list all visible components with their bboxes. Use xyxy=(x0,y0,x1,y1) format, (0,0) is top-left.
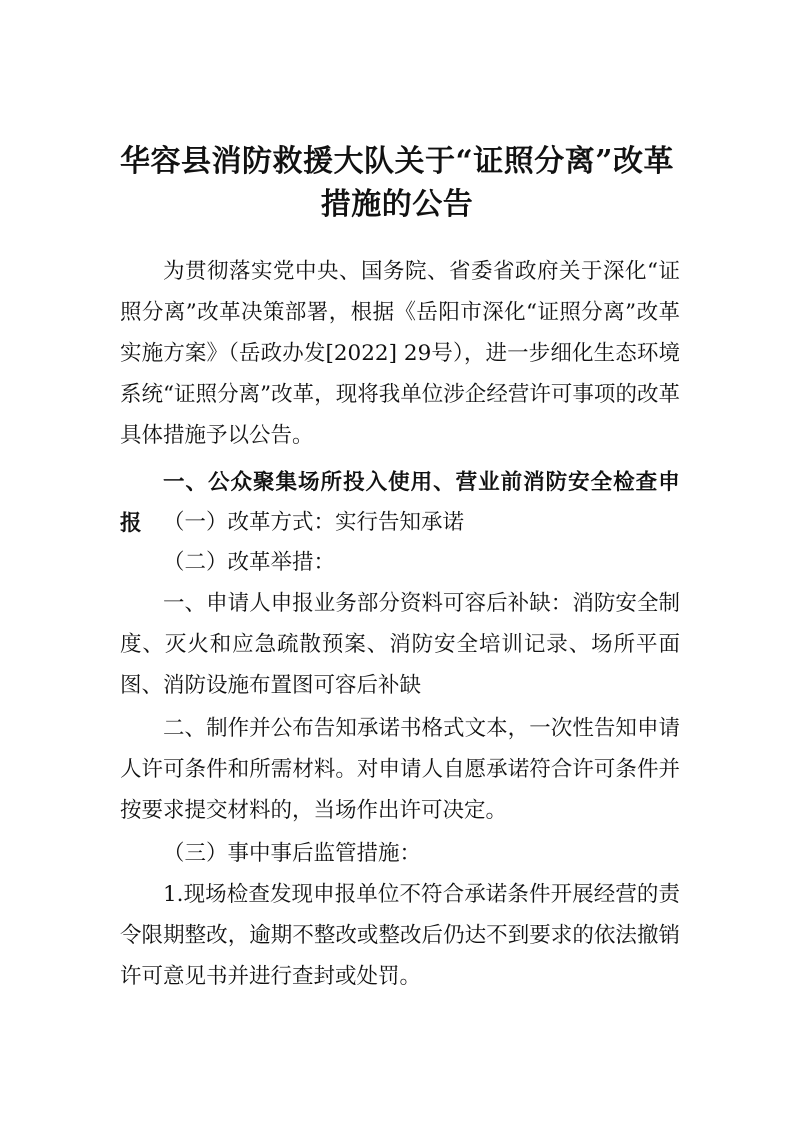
supervision-heading: （三）事中事后监管措施： xyxy=(163,841,422,866)
title-line-2: 措施的公告 xyxy=(320,187,474,222)
intro-paragraph: 为贯彻落实党中央、国务院、省委省政府关于深化“证照分离”改革决策部署，根据《岳阳市深化“证照分离”改革实施方案》（岳政办发[2022] 29号），进一步细化生态环境系统“证照分离”改革，现将我单位涉企经营许可事项的改革具体措施予以公告。 xyxy=(120,259,680,448)
supervision-item-1: 1.现场检查发现申报单位不符合承诺条件开展经营的责令限期整改，逾期不整改或整改后仍达不到要求的依法撤销许可意见书并进行查封或处罚。 xyxy=(120,882,680,989)
title-line-1: 华容县消防救援大队关于“证照分离”改革 xyxy=(119,144,674,179)
reform-measures-heading: （二）改革举措： xyxy=(163,550,336,575)
document-title xyxy=(100,140,694,226)
reform-method: （一）改革方式：实行告知承诺 xyxy=(163,510,465,535)
section-heading-1: 一、公众聚集场所投入使用、营业前消防安全检查申报 xyxy=(120,470,680,536)
measure-2: 二、制作并公布告知承诺书格式文本，一次性告知申请人许可条件和所需材料。对申请人自愿承诺符合许可条件并按要求提交材料的，当场作出许可决定。 xyxy=(120,716,680,823)
measure-1: 一、申请人申报业务部分资料可容后补缺：消防安全制度、灭火和应急疏散预案、消防安全培训记录、场所平面图、消防设施布置图可容后补缺 xyxy=(120,591,680,698)
